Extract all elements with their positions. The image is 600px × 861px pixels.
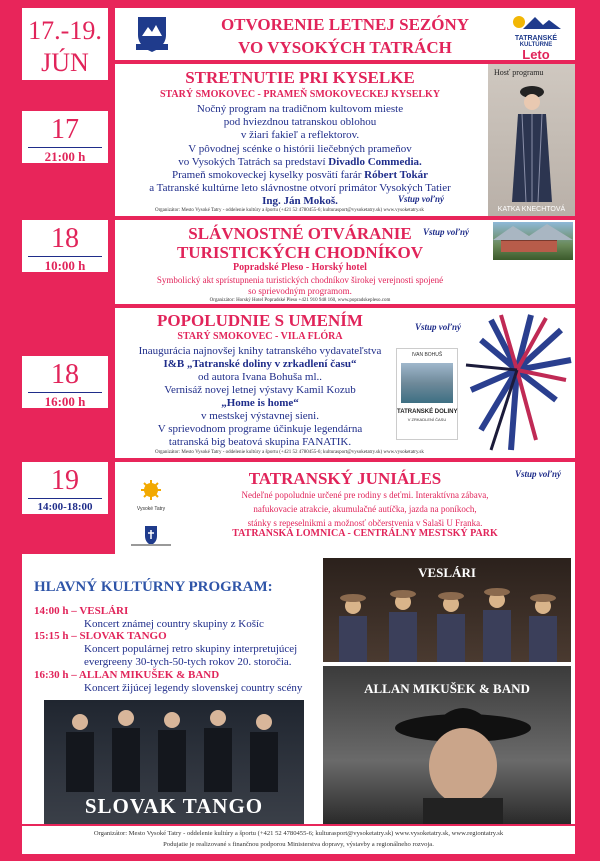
event1-line: Ing. Ján Mokoš. [262,195,338,207]
event3-line: „Home is home“ [221,397,299,409]
event4-date-box [22,462,108,514]
event3-line: od autora Ivana Bohuša ml.. [197,371,323,383]
hotel-photo [493,222,573,260]
book-cover [396,348,458,440]
event2-line1: Symbolický akt sprístupnenia turistických chodníkov širokej verejnosti spojené [156,275,444,285]
event1-line [115,157,485,168]
event3-free-entry: Vstup voľný [415,322,461,332]
slovak-tango-photo [44,700,304,824]
event3-day: 18 [51,359,79,390]
brand-line2: KULTÚRNE [519,42,553,48]
event3-time: 16:00 h [44,394,86,409]
veslari-label: VESLÁRI [418,565,476,580]
event1-line-text: vo Vysokých Tatrách sa predstaví [178,156,326,168]
main-program-heading: HLAVNÝ KULTÚRNY PROGRAM: [34,579,273,595]
guest-name: KATKA KNECHTOVÁ [497,206,566,213]
event3-organizer: Organizátor: Mesto Vysoké Tatry - oddelenie kultúry a športu (+421 52 4780455-6; kulturasport@vysoketatry.sk) www.vysoketatry.sk [155,450,424,455]
event1-line: pod hviezdnou tatranskou oblohou [223,116,377,128]
header-title-line2: VO VYSOKÝCH TATRÁCH [238,38,452,57]
event4-place: TATRANSKÁ LOMNICA - CENTRÁLNY MESTSKÝ PARK [232,528,498,539]
event4-line3: stánky s repeselnikmi a možnosť občerstvenia v Salaši U Franka. [247,518,483,528]
event1-bold-name: Divadlo Commedia. [328,156,422,168]
event2-organizer: Organizátor: Horský Hotel Popradské Pleso +421 910 948 160, www.popradskepleso.com [209,298,391,303]
event1-bold-name: Róbert Tokár [364,169,428,181]
allan-label: ALLAN MIKUŠEK & BAND [364,681,530,696]
event1-line: a Tatranské kultúrne leto slávnostne otvorí primátor Vysokých Tatier [149,182,451,194]
event2-day: 18 [51,223,79,254]
allan-photo [323,666,571,824]
event1-date-box [22,111,108,163]
event1-subtitle: STARÝ SMOKOVEC - PRAMEŇ SMOKOVECKEJ KYSELKY [159,89,441,100]
program-item-desc: evergreeny 30-tych-50-tych rokov 20. storočia. [84,656,292,668]
program-item-desc: Koncert známej country skupiny z Košíc [84,618,264,630]
event3-date-box [22,356,108,408]
footer-line2: Podujatie je realizované s finančnou podporou Ministerstva dopravy, výstavby a regionálneho rozvoja. [163,841,434,848]
event2-title-line2: TURISTICKÝCH CHODNÍKOV [176,243,424,262]
event2-time: 10:00 h [44,258,86,273]
event3-line: v mestskej výstavnej sieni. [201,410,319,422]
event2-line2: so sprievodným programom. [248,286,352,296]
tatranske-leto-logo [505,12,567,62]
event1-organizer: Organizátor: Mesto Vysoké Tatry - oddelenie kultúry a športu (+421 52 4780455-6; kulturasport@vysoketatry.sk) www.vysoketatry.sk [155,208,424,213]
event2-subtitle: Popradské Pleso - Horský hotel [233,262,367,273]
event4-line1: Nedeľné popoludnie určené pre rodiny s deťmi. Interaktívna zábava, [241,490,489,500]
event3-title: POPOLUDNIE S UMENÍM [157,311,363,330]
footer-line1: Organizátor: Mesto Vysoké Tatry - oddelenie kultúry a športu (+421 52 4780455-6; kulturasport@vysoketatry.sk) www.vysoketatry.sk, www.regiontatry.sk [93,830,504,837]
event3-box [115,308,575,458]
event1-title: STRETNUTIE PRI KYSELKE [185,68,415,87]
event1-free-entry: Vstup voľný [398,194,444,204]
event3-line: V sprievodnom programe účinkuje legendárna [157,423,363,435]
brand-line1: TATRANSKÉ [514,35,558,42]
veslari-photo [323,558,571,662]
event4-title: TATRANSKÝ JUNIÁLES [248,469,442,488]
event1-line: Nočný program na tradičnom kultovom mieste [196,103,404,115]
event4-box [115,462,575,554]
program-item-desc: Koncert žijúcej legendy slovenskej country scény [84,682,303,694]
book-subtitle: V ZRKADLENÍ ČASU [407,417,447,422]
event3-line: Inaugurácia najnovšej knihy tatranského vydavateľstva [138,345,382,357]
event4-free-entry: Vstup voľný [515,469,561,479]
event4-line2: nafukovacie atrakcie, akumulačné autíčka, jazda na poníkoch, [253,504,477,514]
event3-line: tatranská big beatová skupina FANATIK. [168,436,352,448]
brand-line3: Leto [522,47,550,62]
event3-line: Vernisáž novej letnej výstavy Kamil Kozub [164,384,356,396]
event3-line: I&B „Tatranské doliny v zrkadlení času“ [163,358,357,370]
event2-box [115,220,575,304]
event4-day: 19 [51,465,79,496]
event1-line-text: Prameň smokoveckej kyselky posvätí farár [171,169,362,181]
event1-day: 17 [51,114,79,145]
header-title-line1: OTVORENIE LETNEJ SEZÓNY [220,15,470,34]
event2-free-entry: Vstup voľný [423,227,469,237]
guest-label: Hosť programu [494,68,544,77]
event2-date-box [22,220,108,272]
event4-time: 14:00-18:00 [37,501,93,513]
date-box [22,8,108,80]
main-program-box [22,554,575,824]
book-title: TATRANSKÉ DOLINY [397,409,458,415]
event1-line: v žiari fakieľ a reflektorov. [240,129,360,141]
slovak-tango-label: SLOVAK TANGO [84,794,264,818]
event3-subtitle: STARÝ SMOKOVEC - VILA FLÓRA [177,331,343,342]
footer-box [22,826,575,854]
program-item-time: 16:30 h – ALLAN MIKUŠEK & BAND [34,669,220,681]
header-title-box [115,8,575,60]
event1-line [115,170,485,181]
header-date-line1: 17.-19. [28,16,102,45]
program-item-desc: Koncert populárnej retro skupiny interpretujúcej [84,643,298,655]
event2-title-line1: SLÁVNOSTNÉ OTVÁRANIE [188,224,412,243]
guest-photo [488,64,575,216]
event1-box [115,64,575,216]
program-item-time: 15:15 h – SLOVAK TANGO [34,630,167,642]
event1-time: 21:00 h [44,149,86,164]
book-author: IVAN BOHUŠ [411,352,443,358]
program-item-time: 14:00 h – VESLÁRI [34,605,129,617]
painting-image [461,310,573,456]
header-date-line2: JÚN [41,48,89,77]
event1-line: V pôvodnej scénke o histórii liečebných prameňov [188,143,412,155]
vysoke-tatry-logo-text: Vysoké Tatry [136,506,166,512]
